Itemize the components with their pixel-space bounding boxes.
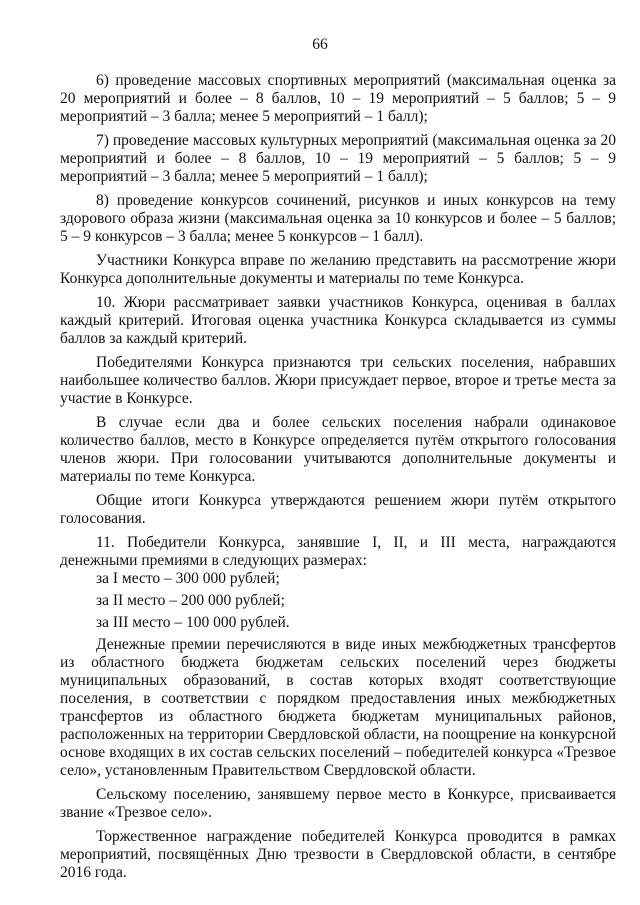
- paragraph-ceremony: Торжественное награждение победителей Конкурса проводится в рамках мероприятий, посвящённых Дню трезвости в Свердловской области, в сентябре 2016 года.: [60, 828, 616, 881]
- prize-third-place: за III место – 100 000 рублей.: [96, 614, 290, 631]
- paragraph-results: Общие итоги Конкурса утверждаются решением жюри путём открытого голосования.: [60, 492, 616, 527]
- paragraph-criterion-7: 7) проведение массовых культурных мероприятий (максимальная оценка за 20 мероприятий и более – 8 баллов, 10 – 19 мероприятий – 5 баллов; 5 – 9 мероприятий – 3 балла; менее 5 мероприятий – 1 балл);: [60, 132, 616, 185]
- paragraph-additional-documents: Участники Конкурса вправе по желанию представить на рассмотрение жюри Конкурса дополнительные документы и материалы по теме Конкурса.: [60, 252, 616, 287]
- page-number: 66: [312, 36, 328, 53]
- prize-first-place: за I место – 300 000 рублей;: [96, 570, 280, 587]
- paragraph-criterion-8: 8) проведение конкурсов сочинений, рисунков и иных конкурсов на тему здорового образа жизни (максимальная оценка за 10 конкурсов и более – 5 баллов; 5 – 9 конкурсов – 3 балла; менее 5 конкурсов – 1 балл).: [60, 192, 616, 245]
- paragraph-criterion-6: 6) проведение массовых спортивных мероприятий (максимальная оценка за 20 мероприятий и более – 8 баллов, 10 – 19 мероприятий – 5 баллов; 5 – 9 мероприятий – 3 балла; менее 5 мероприятий – 1 балл);: [60, 72, 616, 125]
- paragraph-prizes-intro: 11. Победители Конкурса, занявшие I, II, и III места, награждаются денежными премиями в следующих размерах:: [60, 534, 616, 569]
- paragraph-tie-vote: В случае если два и более сельских поселения набрали одинаковое количество баллов, место в Конкурсе определяется путём открытого голосования членов жюри. При голосовании учитываются дополнительные документы и материалы по теме Конкурса.: [60, 414, 616, 485]
- paragraph-jury-review: 10. Жюри рассматривает заявки участников Конкурса, оценивая в баллах каждый критерий. Итоговая оценка участника Конкурса складывается из суммы баллов за каждый критерий.: [60, 294, 616, 347]
- paragraph-winners: Победителями Конкурса признаются три сельских поселения, набравших наибольшее количество баллов. Жюри присуждает первое, второе и третье места за участие в Конкурсе.: [60, 354, 616, 407]
- paragraph-transfers: Денежные премии перечисляются в виде иных межбюджетных трансфертов из областного бюджета бюджетам сельских поселений через бюджеты муниципальных образований, в состав которых входят соответствующие поселения, в соответствии с порядком предоставления иных межбюджетных трансфертов из областного бюджета бюджетам муниципальных районов, расположенных на территории Свердловской области, на поощрение на конкурсной основе входящих в их состав сельских поселений – победителей конкурса «Трезвое село», установленным Правительством Свердловской области.: [60, 636, 616, 779]
- prize-second-place: за II место – 200 000 рублей;: [96, 592, 285, 609]
- document-body: [60, 72, 616, 888]
- paragraph-title-award: Сельскому поселению, занявшему первое место в Конкурсе, присваивается звание «Трезвое село».: [60, 786, 616, 821]
